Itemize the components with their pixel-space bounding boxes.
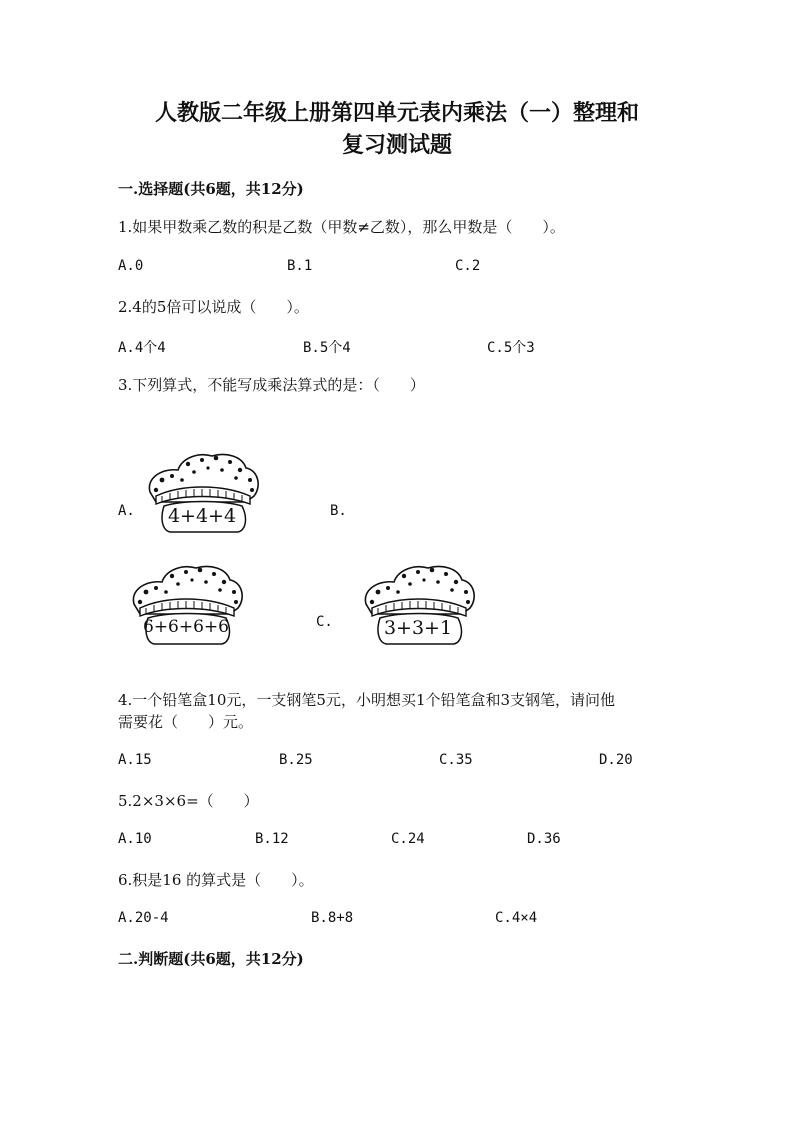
q5-option-b: B.12 [255,831,289,847]
q1-option-a: A.0 [118,258,144,274]
q3-option-b: B. [330,503,347,519]
mushroom-image-b [126,562,246,647]
mushroom-b-label: 6+6+6+6 [143,617,229,637]
q2-option-b: B.5个4 [303,340,351,356]
q4-option-b: B.25 [279,752,313,768]
question-4-line-1: 4.一个铅笔盒10元，一支钢笔5元，小明想买1个铅笔盒和3支钢笔，请问他 [118,691,616,709]
question-4-line-2: 需要花（ ）元。 [118,713,254,731]
q1-option-c: C.2 [455,258,481,274]
q6-option-a: A.20-4 [118,910,169,926]
section-heading-choice: 一.选择题(共6题，共12分) [118,180,304,198]
q4-option-c: C.35 [439,752,473,768]
q5-option-d: D.36 [527,831,561,847]
title-line-2: 复习测试题 [341,132,452,158]
q2-option-a: A.4个4 [118,340,166,356]
question-4 [118,689,615,733]
q4-option-a: A.15 [118,752,152,768]
q2-option-c: C.5个3 [487,340,535,356]
q3-option-a: A. [118,503,135,519]
q5-option-c: C.24 [391,831,425,847]
q3-option-c: C. [316,614,333,630]
q6-option-b: B.8+8 [311,910,354,926]
question-5: 5.2×3×6=（ ） [118,792,259,810]
mushroom-c-label: 3+3+1 [383,617,453,639]
section-heading-judgement: 二.判断题(共6题，共12分) [118,950,304,968]
q1-option-b: B.1 [287,258,313,274]
title-line-1: 人教版二年级上册第四单元表内乘法（一）整理和 [154,100,639,126]
question-2: 2.4的5倍可以说成（ ）。 [118,298,309,316]
q6-option-c: C.4×4 [495,910,538,926]
mushroom-image-a [142,450,262,535]
mushroom-a-label: 4+4+4 [167,505,237,527]
mushroom-image-c [358,562,478,647]
q5-option-a: A.10 [118,831,152,847]
page-title [100,97,694,161]
question-3: 3.下列算式，不能写成乘法算式的是：（ ） [118,376,425,394]
q4-option-d: D.20 [599,752,633,768]
question-6: 6.积是16 的算式是（ ）。 [118,871,314,889]
question-1: 1.如果甲数乘乙数的积是乙数（甲数≠乙数），那么甲数是（ ）。 [118,218,565,236]
